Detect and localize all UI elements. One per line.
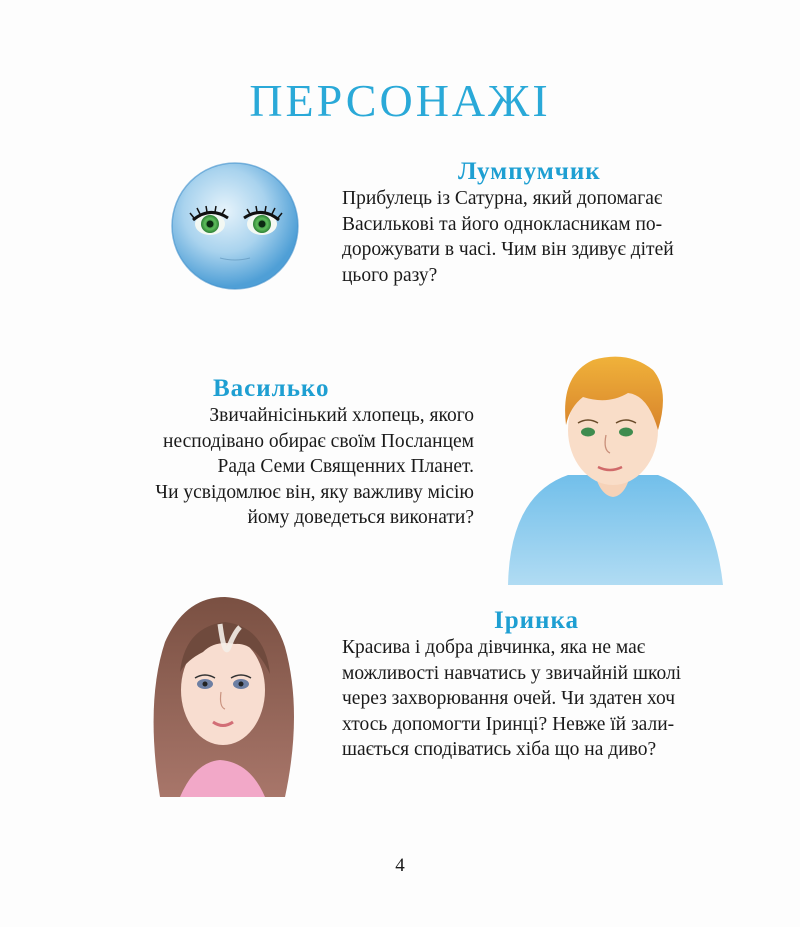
vasylko-illustration [498, 335, 728, 585]
character-name-vasylko: Василько [213, 375, 330, 402]
character-description-vasylko [155, 403, 474, 531]
character-description-lumpumchyk [342, 186, 674, 288]
description-line: Чи усвідомлює він, яку важливу місію [155, 481, 474, 503]
character-description-irynka [342, 635, 681, 763]
irynka-illustration [125, 582, 315, 802]
description-line: хтось допомогти Іринці? Невже їй зали- [342, 713, 675, 735]
lumpumchyk-illustration [160, 158, 310, 298]
description-line: дорожувати в часі. Чим він здивує дітей [342, 239, 674, 260]
description-line: можливості навчатись у звичайній школі [342, 662, 682, 684]
description-line: Красива і добра дівчинка, яка не має [342, 637, 646, 658]
description-line: через захворювання очей. Чи здатен хоч [342, 688, 676, 709]
description-line: Рада Семи Священних Планет. [217, 456, 474, 477]
description-line: цього разу? [342, 264, 438, 286]
description-line: шається сподіватись хіба що на диво? [342, 739, 657, 760]
description-line: Прибулець із Сатурна, який допомагає [342, 188, 663, 209]
character-name-irynka: Іринка [494, 607, 579, 634]
description-line: Василькові та його однокласникам по- [342, 213, 663, 235]
page-title: ПЕРСОНАЖІ [249, 75, 551, 126]
page-number: 4 [395, 855, 405, 876]
description-line: Звичайнісінький хлопець, якого [209, 405, 474, 426]
description-line: несподівано обирає своїм Посланцем [163, 430, 474, 452]
character-name-lumpumchyk: Лумпумчик [458, 158, 601, 185]
description-line: йому доведеться виконати? [247, 507, 474, 528]
